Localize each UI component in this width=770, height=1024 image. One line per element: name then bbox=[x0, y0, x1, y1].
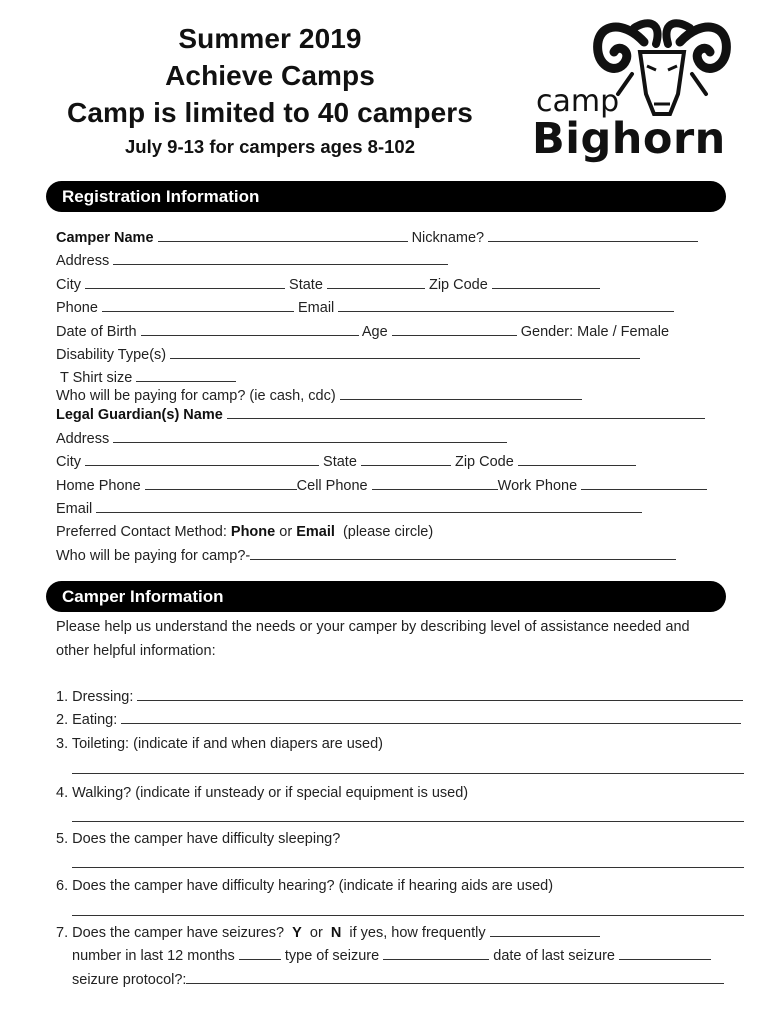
email-field[interactable] bbox=[338, 299, 674, 312]
guardian-zip-label: Zip Code bbox=[454, 454, 514, 470]
seizure-protocol-label: seizure protocol?: bbox=[72, 972, 187, 988]
eating-field[interactable] bbox=[121, 711, 741, 724]
dob-age-gender-row bbox=[56, 323, 669, 341]
seizure-type-field[interactable] bbox=[383, 947, 489, 960]
contact-email-option[interactable]: Email bbox=[296, 524, 335, 540]
home-phone-label: Home Phone bbox=[56, 478, 141, 494]
dressing-row bbox=[56, 688, 743, 706]
guardian-email-row bbox=[56, 500, 642, 518]
disability-field[interactable] bbox=[170, 346, 640, 359]
paying-label-1: Who will be paying for camp? (ie cash, cdc) bbox=[56, 388, 336, 404]
camper-intro-line-2: other helpful information: bbox=[56, 643, 216, 659]
dressing-label: 1. Dressing: bbox=[56, 689, 134, 705]
toileting-field[interactable] bbox=[72, 773, 744, 774]
guardian-email-label: Email bbox=[56, 501, 93, 517]
age-label: Age bbox=[361, 324, 388, 340]
work-phone-field[interactable] bbox=[581, 477, 707, 490]
guardian-zip-field[interactable] bbox=[518, 453, 636, 466]
last-seizure-label: date of last seizure bbox=[493, 948, 615, 964]
guardian-city-label: City bbox=[56, 454, 81, 470]
title-line-2: Achieve Camps bbox=[165, 60, 375, 91]
registration-section-header: Registration Information bbox=[46, 181, 726, 212]
guardian-phones-row bbox=[56, 477, 707, 495]
paying-row-2 bbox=[56, 547, 676, 565]
camper-name-row bbox=[56, 229, 698, 247]
seizure-row bbox=[56, 924, 600, 942]
guardian-address-row bbox=[56, 430, 507, 448]
seizure-protocol-row bbox=[72, 971, 724, 989]
city-state-zip-row bbox=[56, 276, 600, 294]
last-seizure-field[interactable] bbox=[619, 947, 711, 960]
zip-field[interactable] bbox=[492, 276, 600, 289]
nickname-label: Nickname? bbox=[411, 230, 485, 246]
seizure-frequency-field[interactable] bbox=[490, 924, 600, 937]
dressing-field[interactable] bbox=[137, 688, 743, 701]
paying-field-1[interactable] bbox=[340, 387, 582, 400]
camper-intro-line-1: Please help us understand the needs or your camper by describing level of assistance needed and bbox=[56, 619, 690, 635]
seizure-or-text: or bbox=[309, 925, 323, 941]
home-phone-field[interactable] bbox=[145, 477, 297, 490]
camper-name-label: Camper Name bbox=[56, 230, 154, 246]
logo-bighorn-text: Bighorn bbox=[532, 114, 726, 164]
seizure-no-option[interactable]: N bbox=[330, 925, 342, 941]
guardian-row bbox=[56, 406, 705, 424]
dob-label: Date of Birth bbox=[56, 324, 137, 340]
paying-label-2: Who will be paying for camp?- bbox=[56, 548, 251, 564]
address-row bbox=[56, 252, 448, 270]
nickname-field[interactable] bbox=[488, 229, 698, 242]
logo-camp-text: camp bbox=[536, 84, 620, 119]
city-field[interactable] bbox=[85, 276, 285, 289]
camper-section-header: Camper Information bbox=[46, 581, 726, 612]
seizure-label: 7. Does the camper have seizures? bbox=[56, 925, 285, 941]
guardian-email-field[interactable] bbox=[96, 500, 642, 513]
disability-label: Disability Type(s) bbox=[56, 347, 167, 363]
phone-label: Phone bbox=[56, 300, 98, 316]
phone-email-row bbox=[56, 299, 674, 317]
seizure-details-row bbox=[72, 947, 711, 965]
sleeping-field[interactable] bbox=[72, 867, 744, 868]
dob-field[interactable] bbox=[141, 323, 359, 336]
seizure-frequency-label: if yes, how frequently bbox=[349, 925, 486, 941]
hearing-label: 6. Does the camper have difficulty hearing? (indicate if hearing aids are used) bbox=[56, 878, 554, 894]
seizure-type-label: type of seizure bbox=[284, 948, 380, 964]
tshirt-row bbox=[60, 369, 236, 387]
toileting-label: 3. Toileting: (indicate if and when diapers are used) bbox=[56, 736, 383, 752]
guardian-label: Legal Guardian(s) Name bbox=[56, 407, 223, 423]
contact-or-text: or bbox=[279, 524, 293, 540]
guardian-address-label: Address bbox=[56, 431, 110, 447]
phone-field[interactable] bbox=[102, 299, 294, 312]
walking-label: 4. Walking? (indicate if unsteady or if special equipment is used) bbox=[56, 785, 469, 801]
camper-name-field[interactable] bbox=[158, 229, 408, 242]
guardian-field[interactable] bbox=[227, 406, 705, 419]
hearing-field[interactable] bbox=[72, 915, 744, 916]
contact-instruction: (please circle) bbox=[342, 524, 434, 540]
state-field[interactable] bbox=[327, 276, 425, 289]
camp-bighorn-logo bbox=[530, 14, 740, 164]
guardian-state-field[interactable] bbox=[361, 453, 451, 466]
seizure-count-label: number in last 12 months bbox=[72, 948, 235, 964]
seizure-yes-option[interactable]: Y bbox=[292, 925, 302, 941]
eating-row bbox=[56, 711, 741, 729]
tshirt-field[interactable] bbox=[136, 369, 236, 382]
form-title-block bbox=[40, 20, 500, 158]
address-label: Address bbox=[56, 253, 110, 269]
cell-phone-field[interactable] bbox=[372, 477, 498, 490]
walking-field[interactable] bbox=[72, 821, 744, 822]
guardian-city-row bbox=[56, 453, 636, 471]
cell-phone-label: Cell Phone bbox=[296, 478, 368, 494]
guardian-city-field[interactable] bbox=[85, 453, 319, 466]
paying-field-2[interactable] bbox=[250, 547, 676, 560]
contact-method-row bbox=[56, 523, 433, 541]
form-subtitle: July 9-13 for campers ages 8-102 bbox=[125, 136, 415, 157]
work-phone-label: Work Phone bbox=[497, 478, 578, 494]
age-field[interactable] bbox=[392, 323, 517, 336]
sleeping-label: 5. Does the camper have difficulty sleeping? bbox=[56, 831, 341, 847]
title-line-1: Summer 2019 bbox=[178, 23, 362, 54]
title-line-3: Camp is limited to 40 campers bbox=[67, 97, 473, 128]
tshirt-label: T Shirt size bbox=[60, 370, 133, 386]
disability-row bbox=[56, 346, 640, 364]
city-label: City bbox=[56, 277, 81, 293]
guardian-address-field[interactable] bbox=[113, 430, 507, 443]
address-field[interactable] bbox=[113, 252, 448, 265]
contact-phone-option[interactable]: Phone bbox=[230, 524, 276, 540]
guardian-state-label: State bbox=[323, 454, 357, 470]
gender-label: Gender: Male / Female bbox=[520, 324, 670, 340]
email-label: Email bbox=[298, 300, 335, 316]
zip-label: Zip Code bbox=[428, 277, 488, 293]
paying-row-1 bbox=[56, 387, 582, 405]
eating-label: 2. Eating: bbox=[56, 712, 118, 728]
seizure-count-field[interactable] bbox=[239, 947, 281, 960]
contact-method-label: Preferred Contact Method: bbox=[56, 524, 227, 540]
seizure-protocol-field[interactable] bbox=[186, 971, 724, 984]
state-label: State bbox=[289, 277, 323, 293]
